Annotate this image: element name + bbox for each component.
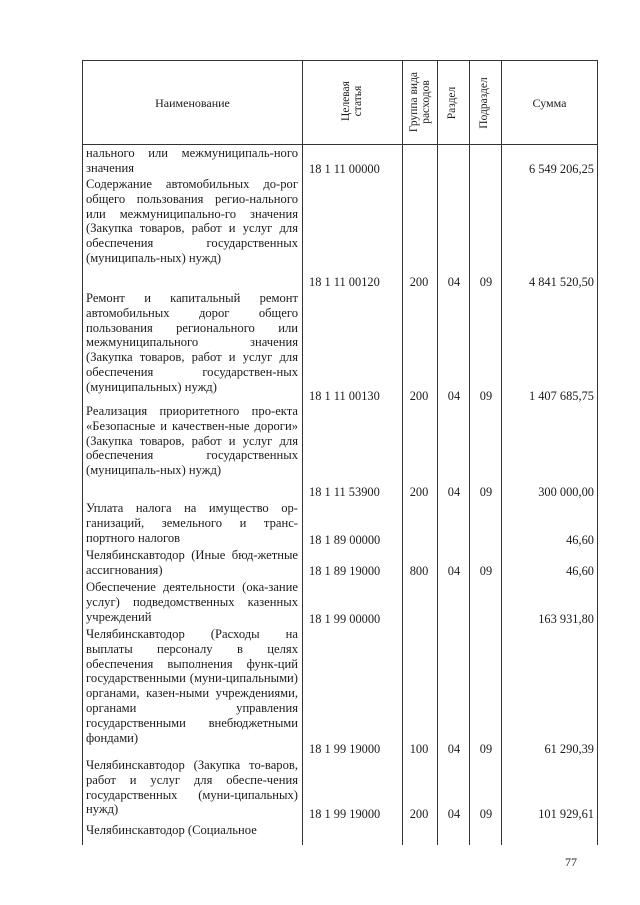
header-sum: Сумма (532, 95, 567, 110)
row-section: 04 (447, 742, 461, 756)
row-sum: 163 931,80 (538, 612, 594, 626)
row-name: нального или межмуниципаль-ного значения (86, 146, 298, 175)
row-target-article: 18 1 11 53900 (309, 485, 380, 499)
row-name: Челябинскавтодор (Закупка то-варов, работ и услуг для обеспе-чения государственных (муни-ципальных) нужд) (86, 758, 298, 817)
table-left-border (82, 60, 83, 845)
row-sum: 300 000,00 (538, 485, 594, 499)
row-sum: 4 841 520,50 (528, 275, 594, 289)
row-sum: 46,60 (566, 533, 594, 547)
col-divider-subsection (501, 60, 502, 845)
row-target-article: 18 1 99 19000 (309, 742, 381, 756)
page-number: 77 (565, 855, 577, 869)
header-name: Наименование (155, 95, 230, 110)
row-section: 04 (447, 389, 461, 403)
row-subsection: 09 (479, 564, 493, 578)
row-target-article: 18 1 89 19000 (309, 564, 381, 578)
header-section: Раздел (446, 86, 458, 120)
row-name: Ремонт и капитальный ремонт автомобильных дорог общего пользования регионального или межмуниципального значения (Закупка товаров, работ и услуг для обеспечения государствен-ных (муниципальных) нужд) (86, 291, 298, 394)
row-target-article: 18 1 99 00000 (309, 612, 381, 626)
row-section: 04 (447, 275, 461, 289)
row-name: Челябинскавтодор (Расходы на выплаты персоналу в целях обеспечения выполнения функ-ций государственными (муни-ципальными) органами, казен-ными учреждениями, органами управления государственными внебюджетными фондами) (86, 627, 298, 745)
row-expense-group: 100 (409, 742, 429, 756)
row-target-article: 18 1 89 00000 (309, 533, 381, 547)
row-subsection: 09 (479, 389, 493, 403)
header-subsection: Подраздел (478, 77, 490, 129)
row-name: Челябинскавтодор (Социальное (86, 823, 257, 837)
col-divider-target (402, 60, 403, 845)
header-expense-group: Группа вида расходов (408, 71, 432, 133)
row-sum: 61 290,39 (544, 742, 594, 756)
row-name: Челябинскавтодор (Иные бюд-жетные ассигнования) (86, 548, 298, 577)
row-name: Содержание автомобильных до-рог общего пользования регио-нального или межмуниципально-го значения (Закупка товаров, работ и услуг для обеспечения государственных (муниципаль-ных) нужд) (86, 177, 298, 265)
row-sum: 1 407 685,75 (528, 389, 594, 403)
row-sum: 6 549 206,25 (528, 162, 594, 176)
row-sum: 46,60 (566, 564, 594, 578)
row-expense-group: 200 (409, 485, 429, 499)
row-name: Уплата налога на имущество ор-ганизаций, земельного и транс-портного налогов (86, 501, 298, 545)
row-subsection: 09 (479, 275, 493, 289)
row-target-article: 18 1 99 19000 (309, 807, 381, 821)
col-divider-name (302, 60, 303, 845)
row-subsection: 09 (479, 742, 493, 756)
row-subsection: 09 (479, 485, 493, 499)
header-target-article: Целевая статья (340, 81, 364, 121)
row-section: 04 (447, 564, 461, 578)
row-expense-group: 200 (409, 807, 429, 821)
row-expense-group: 800 (409, 564, 429, 578)
col-divider-group (437, 60, 438, 845)
row-sum: 101 929,61 (538, 807, 594, 821)
table-right-border (597, 60, 598, 845)
row-target-article: 18 1 11 00000 (309, 162, 380, 176)
row-expense-group: 200 (409, 275, 429, 289)
row-expense-group: 200 (409, 389, 429, 403)
row-name: Реализация приоритетного про-екта «Безопасные и качествен-ные дороги» (Закупка товаров, работ и услуг для обеспечения государственных (муниципаль-ных) нужд) (86, 404, 298, 478)
col-divider-section (469, 60, 470, 845)
row-section: 04 (447, 807, 461, 821)
row-section: 04 (447, 485, 461, 499)
row-target-article: 18 1 11 00130 (309, 389, 380, 403)
row-name: Обеспечение деятельности (ока-зание услуг) подведомственных казенных учреждений (86, 580, 298, 624)
row-subsection: 09 (479, 807, 493, 821)
row-target-article: 18 1 11 00120 (309, 275, 380, 289)
